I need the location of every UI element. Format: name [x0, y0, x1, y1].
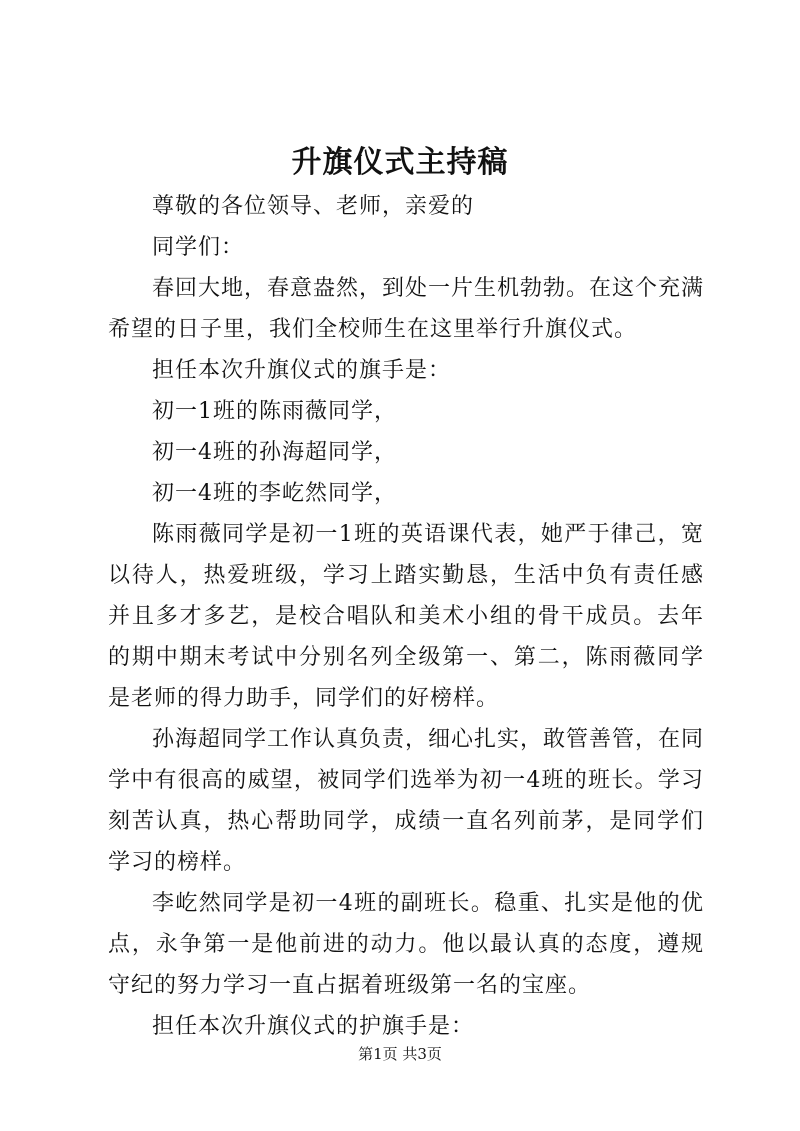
document-body — [108, 186, 704, 1047]
paragraph-bearer-3-profile: 李屹然同学是初一4班的副班长。稳重、扎实是他的优点，永争第一是他前进的动力。他以最认真的态度，遵规守纪的努力学习一直占据着班级第一名的宝座。 — [108, 891, 704, 998]
paragraph-bearer-2: 初一4班的孙海超同学， — [152, 440, 397, 465]
paragraph-bearer-3: 初一4班的李屹然同学， — [152, 481, 397, 506]
paragraph-salutation-1: 尊敬的各位领导、老师，亲爱的 — [152, 194, 475, 219]
paragraph-bearer-1-profile: 陈雨薇同学是初一1班的英语课代表，她严于律己，宽以待人，热爱班级，学习上踏实勤恳，生活中负有责任感并且多才多艺，是校合唱队和美术小组的骨干成员。去年的期中期末考试中分别名列全级第一、第二，陈雨薇同学是老师的得力助手，同学们的好榜样。 — [108, 522, 704, 711]
page-footer: 第1页 共3页 — [358, 1045, 442, 1063]
document-title: 升旗仪式主持稿 — [291, 145, 509, 180]
paragraph-bearer-2-profile: 孙海超同学工作认真负责，细心扎实，敢管善管，在同学中有很高的威望，被同学们选举为初一4班的班长。学习刻苦认真，热心帮助同学，成绩一直名列前茅，是同学们学习的榜样。 — [108, 727, 705, 875]
paragraph-salutation-2: 同学们： — [152, 235, 245, 260]
paragraph-guards-intro: 担任本次升旗仪式的护旗手是： — [152, 1014, 475, 1039]
paragraph-opening: 春回大地，春意盎然，到处一片生机勃勃。在这个充满希望的日子里，我们全校师生在这里举行升旗仪式。 — [108, 276, 705, 342]
paragraph-flag-bearers-intro: 担任本次升旗仪式的旗手是： — [152, 358, 452, 383]
paragraph-bearer-1: 初一1班的陈雨薇同学， — [152, 399, 397, 424]
